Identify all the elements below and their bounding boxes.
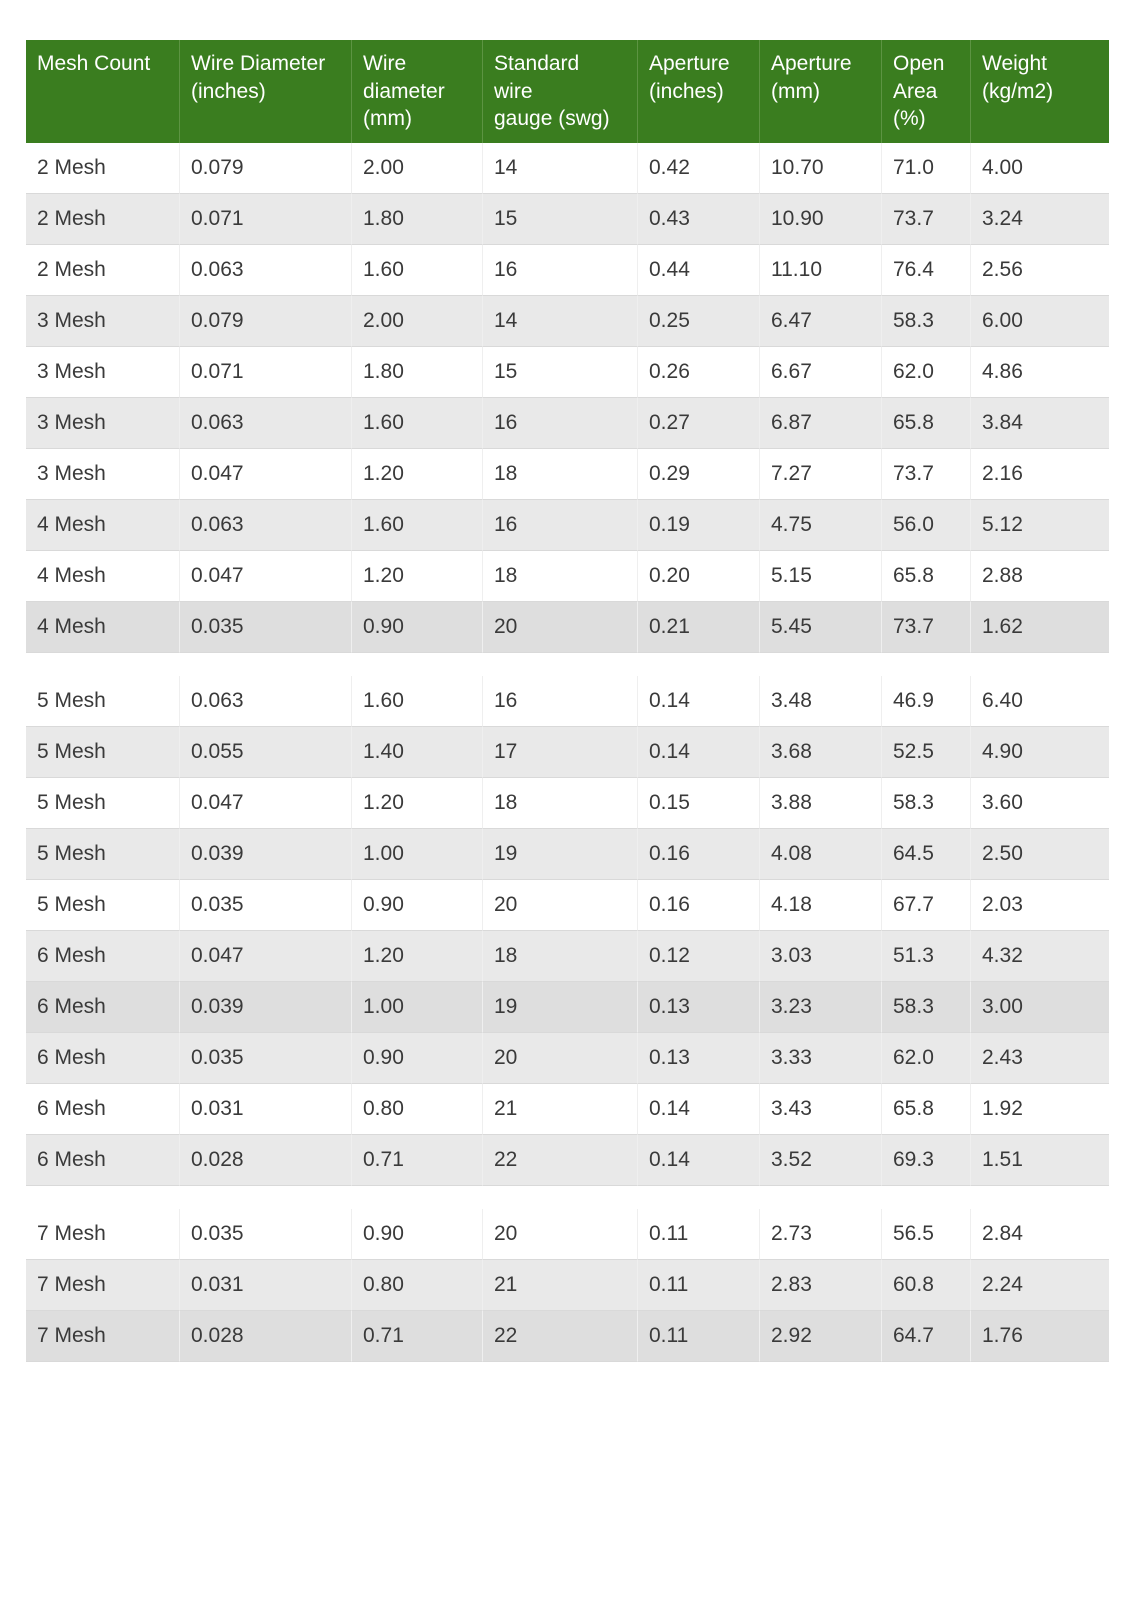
table-cell: 5.45 [760, 602, 882, 653]
table-cell: 0.90 [352, 880, 483, 931]
table-cell: 0.035 [180, 1033, 352, 1084]
column-header [760, 40, 882, 143]
table-cell: 17 [483, 727, 638, 778]
table-section-1 [26, 143, 1109, 653]
table-cell: 0.90 [352, 1209, 483, 1260]
table-cell: 0.21 [638, 602, 760, 653]
table-cell: 69.3 [882, 1135, 971, 1186]
table-cell: 0.063 [180, 676, 352, 727]
table-cell: 18 [483, 778, 638, 829]
table-cell: 18 [483, 449, 638, 500]
table-cell: 2 Mesh [26, 194, 180, 245]
table-cell: 2 Mesh [26, 143, 180, 194]
table-cell: 20 [483, 602, 638, 653]
table-cell: 2.43 [971, 1033, 1109, 1084]
table-cell: 0.028 [180, 1311, 352, 1362]
table-cell: 1.60 [352, 500, 483, 551]
table-cell: 1.00 [352, 829, 483, 880]
table-cell: 21 [483, 1084, 638, 1135]
table-cell: 15 [483, 347, 638, 398]
table-cell: 0.43 [638, 194, 760, 245]
table-cell: 58.3 [882, 296, 971, 347]
table-cell: 76.4 [882, 245, 971, 296]
table-cell: 0.079 [180, 296, 352, 347]
table-cell: 64.7 [882, 1311, 971, 1362]
table-cell: 7.27 [760, 449, 882, 500]
table-cell: 0.031 [180, 1260, 352, 1311]
table-cell: 0.14 [638, 1084, 760, 1135]
table-cell: 4.08 [760, 829, 882, 880]
table-cell: 5.12 [971, 500, 1109, 551]
table-cell: 0.028 [180, 1135, 352, 1186]
table-cell: 0.047 [180, 449, 352, 500]
table-cell: 2.84 [971, 1209, 1109, 1260]
table-cell: 0.039 [180, 829, 352, 880]
table-cell: 16 [483, 676, 638, 727]
table-cell: 0.11 [638, 1209, 760, 1260]
table-cell: 20 [483, 1033, 638, 1084]
table-section-3 [26, 1209, 1109, 1362]
table-cell: 5 Mesh [26, 880, 180, 931]
table-cell: 3.88 [760, 778, 882, 829]
column-header-line: gauge (swg) [494, 107, 610, 130]
table-cell: 0.90 [352, 1033, 483, 1084]
table-cell: 1.80 [352, 347, 483, 398]
table-cell: 10.90 [760, 194, 882, 245]
table-cell: 4.86 [971, 347, 1109, 398]
table-cell: 3.03 [760, 931, 882, 982]
table-cell: 0.26 [638, 347, 760, 398]
table-cell: 4.32 [971, 931, 1109, 982]
table-cell: 4 Mesh [26, 602, 180, 653]
table-cell: 15 [483, 194, 638, 245]
table-cell: 5.15 [760, 551, 882, 602]
table-cell: 0.14 [638, 676, 760, 727]
table-cell: 2.50 [971, 829, 1109, 880]
table-cell: 0.16 [638, 880, 760, 931]
column-header-line: Weight [982, 52, 1047, 75]
table-cell: 1.92 [971, 1084, 1109, 1135]
table-cell: 0.27 [638, 398, 760, 449]
table-cell: 73.7 [882, 602, 971, 653]
table-cell: 1.76 [971, 1311, 1109, 1362]
table-cell: 11.10 [760, 245, 882, 296]
table-cell: 1.20 [352, 931, 483, 982]
table-cell: 7 Mesh [26, 1209, 180, 1260]
table-cell: 6.00 [971, 296, 1109, 347]
column-header-line: Standard [494, 52, 580, 75]
table-cell: 3.24 [971, 194, 1109, 245]
column-header-line: Mesh Count [37, 52, 151, 75]
table-cell: 58.3 [882, 982, 971, 1033]
table-cell: 60.8 [882, 1260, 971, 1311]
table-cell: 3.68 [760, 727, 882, 778]
table-cell: 0.039 [180, 982, 352, 1033]
table-cell: 2.16 [971, 449, 1109, 500]
table-cell: 1.60 [352, 398, 483, 449]
table-cell: 4.75 [760, 500, 882, 551]
table-cell: 0.80 [352, 1260, 483, 1311]
column-header [483, 40, 638, 143]
table-cell: 5 Mesh [26, 676, 180, 727]
table-cell: 0.71 [352, 1311, 483, 1362]
table-cell: 51.3 [882, 931, 971, 982]
column-header-line: Area [893, 79, 938, 103]
table-cell: 73.7 [882, 449, 971, 500]
table-cell: 62.0 [882, 1033, 971, 1084]
table-cell: 3.48 [760, 676, 882, 727]
table-cell: 20 [483, 880, 638, 931]
column-header-line: Aperture [771, 52, 852, 75]
table-cell: 3.00 [971, 982, 1109, 1033]
table-cell: 0.063 [180, 398, 352, 449]
table-cell: 6 Mesh [26, 1033, 180, 1084]
table-cell: 4.00 [971, 143, 1109, 194]
table-cell: 1.60 [352, 245, 483, 296]
table-cell: 3 Mesh [26, 296, 180, 347]
table-cell: 2.83 [760, 1260, 882, 1311]
table-cell: 3.43 [760, 1084, 882, 1135]
table-cell: 1.20 [352, 449, 483, 500]
table-cell: 16 [483, 245, 638, 296]
table-cell: 6 Mesh [26, 931, 180, 982]
table-cell: 6.47 [760, 296, 882, 347]
table-cell: 52.5 [882, 727, 971, 778]
column-header [638, 40, 760, 143]
table-cell: 0.14 [638, 1135, 760, 1186]
table-cell: 3 Mesh [26, 449, 180, 500]
table-cell: 5 Mesh [26, 727, 180, 778]
column-header [882, 40, 971, 143]
table-cell: 62.0 [882, 347, 971, 398]
table-cell: 1.80 [352, 194, 483, 245]
table-cell: 73.7 [882, 194, 971, 245]
table-cell: 3.84 [971, 398, 1109, 449]
column-header [26, 40, 180, 143]
table-cell: 14 [483, 296, 638, 347]
table-cell: 19 [483, 829, 638, 880]
column-header-line: (%) [893, 107, 926, 130]
column-header-line: (mm) [363, 107, 412, 130]
column-header-line: (kg/m2) [982, 79, 1054, 103]
table-cell: 2.56 [971, 245, 1109, 296]
table-cell: 0.035 [180, 1209, 352, 1260]
table-cell: 2.00 [352, 296, 483, 347]
table-cell: 14 [483, 143, 638, 194]
table-cell: 0.29 [638, 449, 760, 500]
table-cell: 20 [483, 1209, 638, 1260]
table-cell: 0.063 [180, 245, 352, 296]
table-cell: 64.5 [882, 829, 971, 880]
table-cell: 0.047 [180, 931, 352, 982]
column-header [971, 40, 1109, 143]
table-cell: 4.18 [760, 880, 882, 931]
table-cell: 0.13 [638, 1033, 760, 1084]
table-cell: 2.73 [760, 1209, 882, 1260]
table-cell: 0.90 [352, 602, 483, 653]
table-cell: 6 Mesh [26, 1135, 180, 1186]
table-cell: 3.33 [760, 1033, 882, 1084]
table-cell: 4 Mesh [26, 551, 180, 602]
table-cell: 6.40 [971, 676, 1109, 727]
table-cell: 65.8 [882, 398, 971, 449]
table-cell: 7 Mesh [26, 1311, 180, 1362]
table-cell: 6 Mesh [26, 1084, 180, 1135]
table-cell: 0.71 [352, 1135, 483, 1186]
column-header-line: (inches) [649, 79, 724, 103]
table-cell: 3 Mesh [26, 398, 180, 449]
table-cell: 1.51 [971, 1135, 1109, 1186]
table-cell: 6 Mesh [26, 982, 180, 1033]
table-cell: 56.0 [882, 500, 971, 551]
table-cell: 0.047 [180, 551, 352, 602]
column-header [352, 40, 483, 143]
table-cell: 5 Mesh [26, 829, 180, 880]
table-cell: 2.88 [971, 551, 1109, 602]
table-cell: 0.11 [638, 1260, 760, 1311]
column-header-line: Wire [363, 52, 407, 75]
table-cell: 22 [483, 1135, 638, 1186]
table-cell: 0.14 [638, 727, 760, 778]
table-cell: 0.063 [180, 500, 352, 551]
table-cell: 0.19 [638, 500, 760, 551]
table-cell: 67.7 [882, 880, 971, 931]
table-cell: 0.11 [638, 1311, 760, 1362]
table-cell: 1.00 [352, 982, 483, 1033]
table-cell: 18 [483, 551, 638, 602]
table-cell: 4 Mesh [26, 500, 180, 551]
table-cell: 5 Mesh [26, 778, 180, 829]
table-cell: 71.0 [882, 143, 971, 194]
table-cell: 3.52 [760, 1135, 882, 1186]
table-cell: 1.20 [352, 551, 483, 602]
table-cell: 0.031 [180, 1084, 352, 1135]
column-header-line: wire [494, 79, 533, 103]
table-cell: 0.047 [180, 778, 352, 829]
table-header-row [26, 40, 1109, 143]
table-cell: 18 [483, 931, 638, 982]
table-section-2 [26, 676, 1109, 1186]
table-cell: 46.9 [882, 676, 971, 727]
column-header-line: Wire Diameter [191, 52, 326, 75]
column-header [180, 40, 352, 143]
table-cell: 58.3 [882, 778, 971, 829]
column-header-line: Open [893, 52, 945, 75]
table-cell: 1.40 [352, 727, 483, 778]
table-cell: 3.60 [971, 778, 1109, 829]
table-cell: 0.25 [638, 296, 760, 347]
table-cell: 0.035 [180, 880, 352, 931]
table-cell: 0.16 [638, 829, 760, 880]
table-cell: 0.80 [352, 1084, 483, 1135]
table-cell: 22 [483, 1311, 638, 1362]
table-cell: 1.20 [352, 778, 483, 829]
table-cell: 0.055 [180, 727, 352, 778]
table-cell: 0.12 [638, 931, 760, 982]
table-cell: 3 Mesh [26, 347, 180, 398]
table-cell: 65.8 [882, 551, 971, 602]
table-cell: 0.079 [180, 143, 352, 194]
table-cell: 4.90 [971, 727, 1109, 778]
table-cell: 2.92 [760, 1311, 882, 1362]
table-cell: 2.00 [352, 143, 483, 194]
table-cell: 0.071 [180, 347, 352, 398]
table-cell: 21 [483, 1260, 638, 1311]
column-header-line: (mm) [771, 79, 820, 103]
table-cell: 2.03 [971, 880, 1109, 931]
table-cell: 6.87 [760, 398, 882, 449]
table-cell: 0.071 [180, 194, 352, 245]
table-cell: 16 [483, 398, 638, 449]
table-cell: 0.13 [638, 982, 760, 1033]
table-cell: 0.035 [180, 602, 352, 653]
table-cell: 0.42 [638, 143, 760, 194]
table-cell: 19 [483, 982, 638, 1033]
column-header-line: (inches) [191, 79, 266, 103]
table-cell: 3.23 [760, 982, 882, 1033]
table-cell: 56.5 [882, 1209, 971, 1260]
table-cell: 6.67 [760, 347, 882, 398]
table-cell: 7 Mesh [26, 1260, 180, 1311]
column-header-line: Aperture [649, 52, 730, 75]
table-cell: 2.24 [971, 1260, 1109, 1311]
table-cell: 0.15 [638, 778, 760, 829]
table-cell: 1.60 [352, 676, 483, 727]
table-cell: 16 [483, 500, 638, 551]
column-header-line: diameter [363, 79, 445, 103]
table-cell: 0.20 [638, 551, 760, 602]
table-cell: 2 Mesh [26, 245, 180, 296]
table-cell: 0.44 [638, 245, 760, 296]
table-cell: 65.8 [882, 1084, 971, 1135]
table-cell: 1.62 [971, 602, 1109, 653]
table-cell: 10.70 [760, 143, 882, 194]
